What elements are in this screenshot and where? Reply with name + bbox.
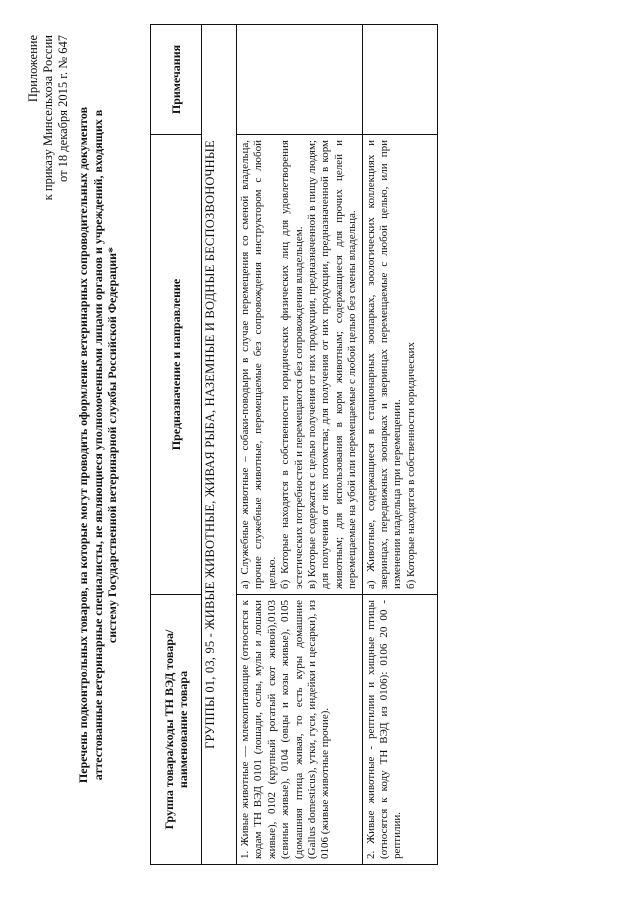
heading-line-2: аттестованные ветеринарные специалисты, не являющиеся уполномоченными лицами органов и учреждений, входящих в bbox=[90, 109, 105, 781]
row-1-purpose-c: в) Которые содержатся с целью получения от них продукции, предназначенной в пищу людям; для получения от них потомства; для получения от них продукции, предназначенной в корм животным; для использования в корм животным; содержащиеся для прочих целей и перемещаемые на убой или перемещаемые с любой целью без смены владельца. bbox=[306, 140, 359, 589]
row-2-purpose bbox=[362, 135, 437, 595]
document-sheet bbox=[20, 25, 620, 885]
row-1-group: 1. Живые животные — млекопитающие (относятся к кодам ТН ВЭД 0101 (лошади, ослы, мулы и лошаки живые), 0102 (крупный рогатый скот живой),0103 (свиньи живые), 0104 (овцы и козы живые), 0105 (домашняя птица живая, то есть куры домашние (Gallus domesticus), утки, гуси, индейки и цесарки), из 0106 (живые животные прочие). bbox=[237, 595, 363, 865]
row-1-notes bbox=[237, 25, 363, 135]
table-row bbox=[237, 25, 363, 865]
appendix-line-3: от 18 декабря 2015 г. № 647 bbox=[56, 35, 70, 183]
table-row bbox=[362, 25, 437, 865]
goods-table bbox=[150, 24, 438, 865]
row-1-purpose-a: а) Служебные животные – собаки-поводыри в случае перемещения со сменой владельца, прочие служебные животные, перемещаемые без сопровождения инструктором с любой целью. bbox=[239, 140, 278, 589]
row-2-notes bbox=[362, 25, 437, 135]
group-title-row bbox=[202, 25, 237, 865]
group-title: ГРУППЫ 01, 03, 95 - ЖИВЫЕ ЖИВОТНЫЕ, ЖИВАЯ РЫБА, НАЗЕМНЫЕ И ВОДНЫЕ БЕСПОЗВОНОЧНЫЕ bbox=[202, 25, 237, 865]
row-1-purpose bbox=[237, 135, 363, 595]
row-2-group: 2. Живые животные - рептилии и хищные птицы (относятся к коду ТН ВЭД из 0106): 0106 20 00 - рептилии. bbox=[362, 595, 437, 865]
heading-line-1: Перечень подконтрольных товаров, на которые могут проводить оформление ветеринарных сопроводительных документов bbox=[76, 106, 90, 784]
appendix-line-2: к приказу Минсельхоза России bbox=[41, 35, 55, 201]
appendix-line-1: Приложение bbox=[26, 35, 40, 103]
heading-line-3: систему Государственной ветеринарной службы Российской Федерации* bbox=[105, 246, 119, 644]
header-purpose: Предназначение и направление bbox=[151, 135, 202, 595]
header-notes: Примечания bbox=[151, 25, 202, 135]
header-group: Группа товара/коды ТН ВЭД товара/наименование товара bbox=[151, 595, 202, 865]
table-header-row bbox=[151, 25, 202, 865]
row-2-purpose-b: б) Которые находятся в собственности юридических bbox=[404, 341, 417, 589]
row-2-purpose-a: а) Животные, содержащиеся в стационарных зоопарках, зоологических коллекциях и зверинцах, передвижных зоопарках и зверинцах перемещаемые с любой целью, или при изменении владельца при перемещении. bbox=[364, 140, 404, 589]
appendix-block bbox=[26, 35, 71, 200]
document-heading bbox=[76, 45, 120, 845]
row-1-purpose-b: б) Которые находятся в собственности юридических физических лиц для удовлетворения эстетических потребностей и перемещаются без сопровождения владельцем. bbox=[279, 140, 305, 589]
